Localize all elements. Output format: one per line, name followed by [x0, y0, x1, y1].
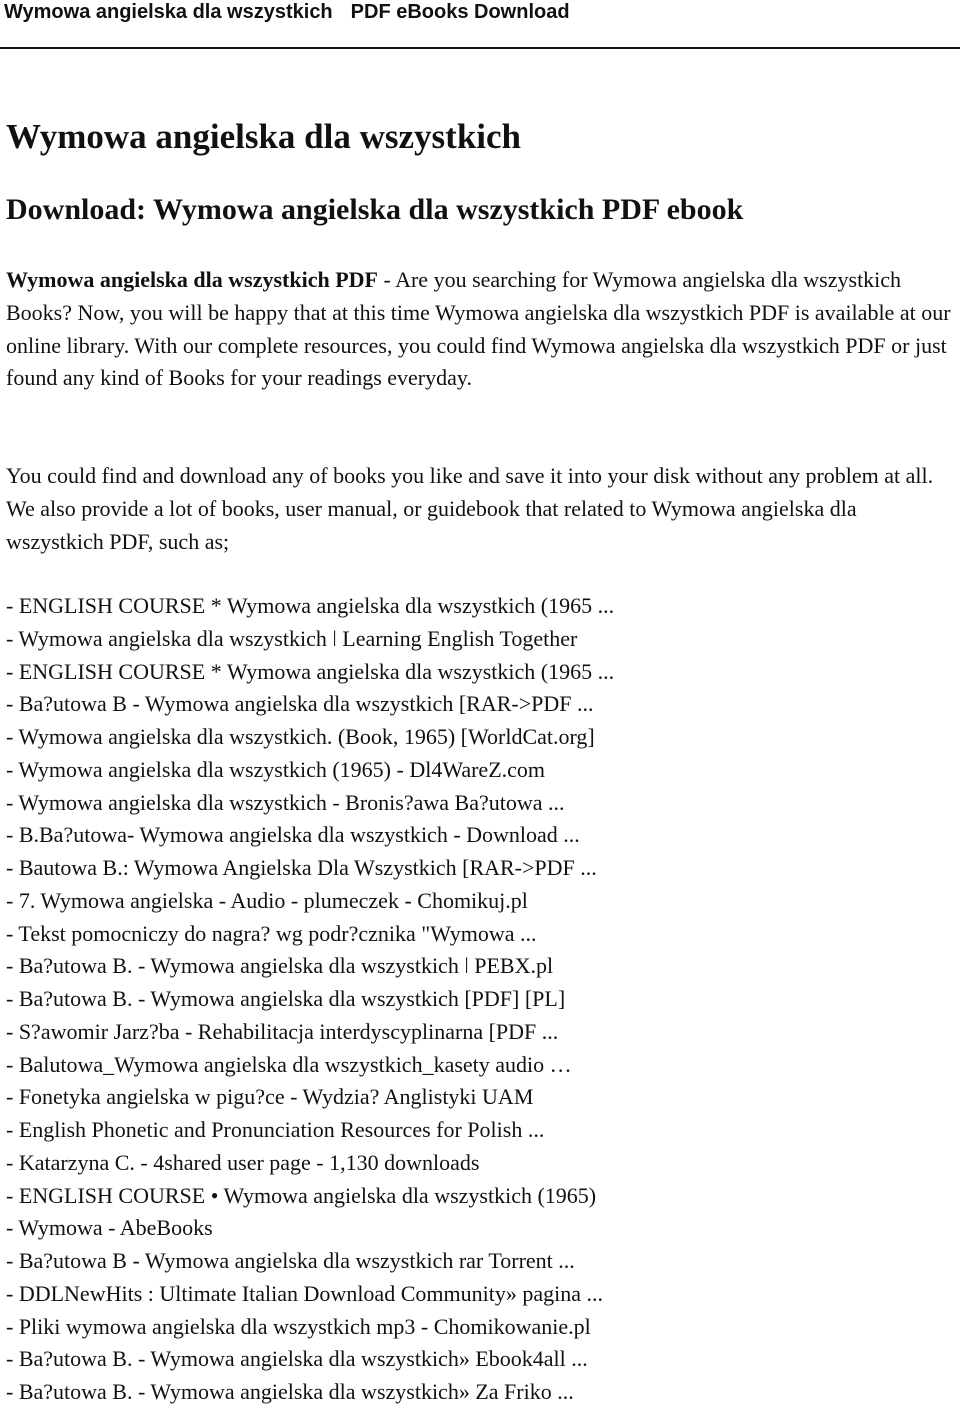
related-item: - B.Ba?utowa- Wymowa angielska dla wszystkich - Download ... — [6, 822, 580, 848]
header-divider — [0, 47, 960, 49]
related-item: - Wymowa angielska dla wszystkich (1965) - Dl4WareZ.com — [6, 756, 546, 782]
intro-text: - Are you searching for Wymowa angielska dla wszystkich Books? Now, you will be happy that at this time Wymowa angielska dla wszystkich PDF is available at our online library. With our complete resources, you could find Wymowa angielska dla wszystkich PDF or just found any kind of Books for your readings everyday. — [6, 267, 951, 391]
page-title: Wymowa angielska dla wszystkich — [6, 117, 522, 156]
related-item: - 7. Wymowa angielska - Audio - plumeczek - Chomikuj.pl — [6, 887, 528, 913]
related-item: - Ba?utowa B. - Wymowa angielska dla wszystkich [PDF] [PL] — [6, 986, 566, 1011]
related-item: - Wymowa angielska dla wszystkich ǀ Learning English Together — [6, 625, 578, 651]
header-title: Wymowa angielska dla wszystkich — [4, 1, 333, 23]
related-item: - Ba?utowa B - Wymowa angielska dla wszystkich rar Torrent ... — [6, 1248, 575, 1273]
related-item: - Wymowa angielska dla wszystkich - Bronis?awa Ba?utowa ... — [6, 789, 565, 815]
related-item: - Katarzyna C. - 4shared user page - 1,130 downloads — [6, 1149, 480, 1175]
related-item: - S?awomir Jarz?ba - Rehabilitacja interdyscyplinarna [PDF ... — [6, 1018, 559, 1044]
download-heading: Download: Wymowa angielska dla wszystkich PDF ebook — [6, 193, 744, 226]
related-item: - Pliki wymowa angielska dla wszystkich mp3 - Chomikowanie.pl — [6, 1313, 591, 1339]
related-books-list — [6, 590, 614, 1409]
related-item: - Ba?utowa B. - Wymowa angielska dla wszystkich» Za Friko ... — [6, 1379, 574, 1404]
related-item: - ENGLISH COURSE * Wymowa angielska dla wszystkich (1965 ... — [6, 593, 615, 618]
related-item: - DDLNewHits : Ultimate Italian Download Community» pagina ... — [6, 1280, 603, 1306]
intro-paragraph — [6, 264, 956, 395]
description-paragraph: You could find and download any of books you like and save it into your disk without any problem at all. We also provide a lot of books, user manual, or guidebook that related to Wymowa angielska dla wszystkich PDF, such as; — [6, 463, 934, 554]
related-item: - Wymowa - AbeBooks — [6, 1215, 213, 1241]
related-item: - ENGLISH COURSE * Wymowa angielska dla wszystkich (1965 ... — [6, 658, 615, 684]
running-header — [4, 0, 570, 24]
header-subtitle: PDF eBooks Download — [350, 1, 570, 23]
related-item: - Balutowa_Wymowa angielska dla wszystkich_kasety audio … — [6, 1051, 572, 1077]
related-item: - Ba?utowa B - Wymowa angielska dla wszystkich [RAR->PDF ... — [6, 691, 594, 717]
related-item: - Ba?utowa B. - Wymowa angielska dla wszystkich» Ebook4all ... — [6, 1346, 588, 1372]
related-item: - Bautowa B.: Wymowa Angielska Dla Wszystkich [RAR->PDF ... — [6, 855, 597, 880]
related-item: - English Phonetic and Pronunciation Resources for Polish ... — [6, 1117, 545, 1142]
related-item: - Wymowa angielska dla wszystkich. (Book, 1965) [WorldCat.org] — [6, 724, 595, 749]
related-item: - ENGLISH COURSE • Wymowa angielska dla wszystkich (1965) — [6, 1182, 597, 1208]
related-item: - Tekst pomocniczy do nagra? wg podr?cznika "Wymowa ... — [6, 920, 537, 946]
related-item: - Ba?utowa B. - Wymowa angielska dla wszystkich ǀ PEBX.pl — [6, 953, 554, 979]
related-item: - Fonetyka angielska w pigu?ce - Wydzia? Anglistyki UAM — [6, 1084, 534, 1110]
intro-keyword: Wymowa angielska dla wszystkich PDF — [6, 267, 378, 292]
